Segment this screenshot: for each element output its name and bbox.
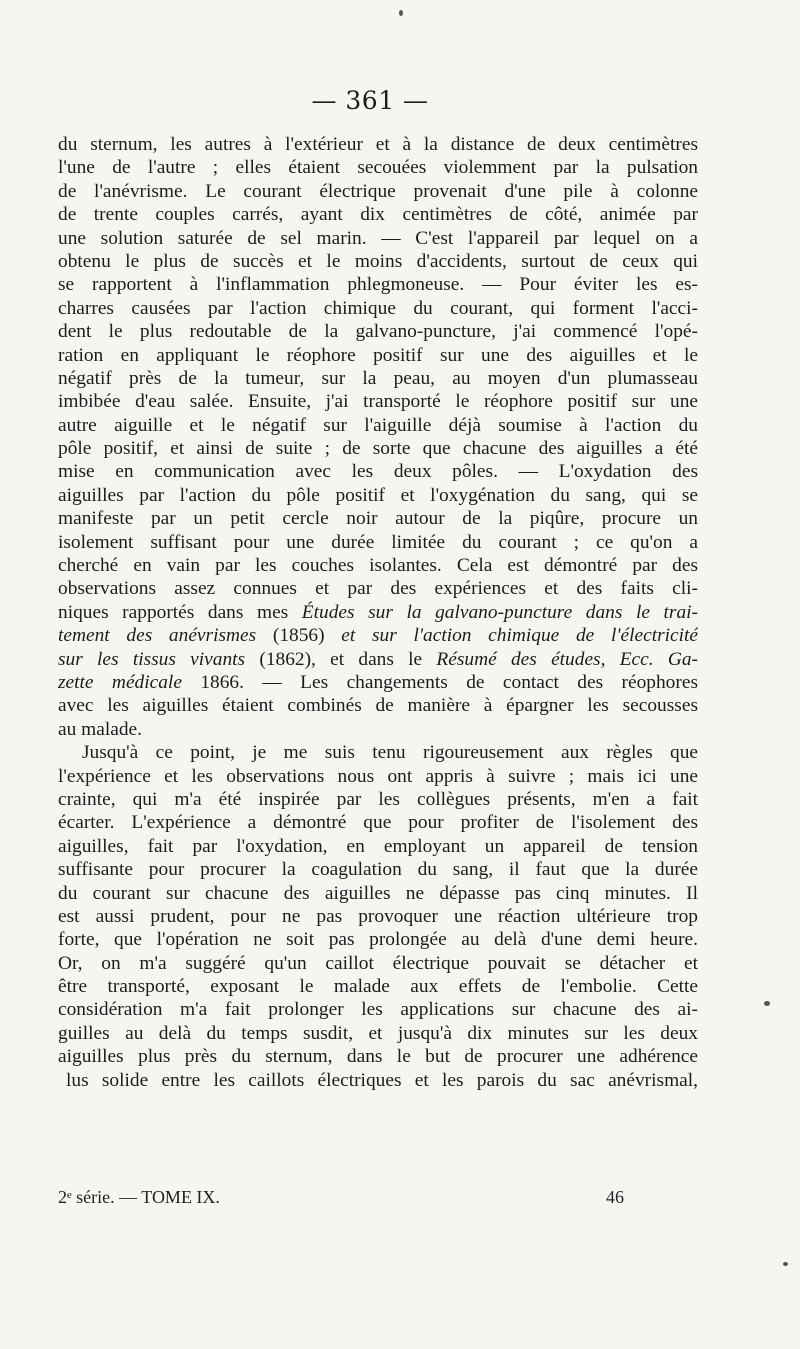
text-run: niques rapportés dans mes	[58, 601, 302, 623]
text-line: crainte, qui m'a été inspirée par les collègues présents, m'en a fait	[58, 788, 698, 810]
italic-title: tement des anévrismes	[58, 625, 257, 647]
text-line: avec les aiguilles étaient combinés de manière à épargner les secousses	[58, 695, 698, 717]
ink-speck	[764, 1001, 770, 1006]
text-line: de l'anévrisme. Le courant électrique provenait d'une pile à colonne	[58, 180, 698, 202]
text-line: aiguilles plus près du sternum, dans le but de procurer une adhérence	[58, 1046, 698, 1068]
text-line: aiguilles par l'action du pôle positif et l'oxygénation du sang, qui se	[58, 484, 698, 506]
text-line: obtenu le plus de succès et le moins d'accidents, surtout de ceux qui	[58, 250, 698, 272]
text-line: au malade.	[58, 718, 142, 740]
italic-title: zette médicale	[58, 671, 182, 693]
text-line: dent le plus redoutable de la galvano-puncture, j'ai commencé l'opé-	[58, 321, 698, 343]
text-line: manifeste par un petit cercle noir autour de la piqûre, procure un	[58, 508, 698, 530]
italic-title: Études sur la galvano-puncture dans le trai-	[301, 601, 698, 623]
text-line: cherché en vain par les couches isolantes. Cela est démontré par des	[58, 555, 698, 577]
text-line: charres causées par l'action chimique du courant, qui forment l'acci-	[58, 297, 698, 319]
text-line: pôle positif, et ainsi de suite ; de sorte que chacune des aiguilles a été	[58, 438, 698, 460]
text-line: aiguilles, fait par l'oxydation, en employant un appareil de tension	[58, 835, 698, 857]
text-line: ration en appliquant le réophore positif sur une des aiguilles et le	[58, 344, 698, 366]
text-line: une solution saturée de sel marin. — C'est l'appareil par lequel on a	[58, 227, 698, 249]
text-line: guilles au delà du temps susdit, et jusqu'à dix minutes sur les deux	[58, 1022, 698, 1044]
text-line: Or, on m'a suggéré qu'un caillot électrique pouvait se détacher et	[58, 952, 698, 974]
page-number: — 361 —	[311, 86, 429, 115]
text-line: du courant sur chacune des aiguilles ne dépasse pas cinq minutes. Il	[58, 882, 698, 904]
footer-series-label: 2ᵉ série. — TOME IX.	[58, 1187, 220, 1207]
text-line: forte, que l'opération ne soit pas prolongée au delà d'une demi heure.	[58, 929, 698, 951]
text-line: Jusqu'à ce point, je me suis tenu rigoureusement aux règles que	[82, 742, 698, 764]
italic-title: et sur l'action chimique de l'électricité	[341, 625, 698, 647]
text-line: l'expérience et les observations nous ont appris à suivre ; mais ici une	[58, 765, 698, 787]
text-line: observations assez connues et par des expériences et des faits cli-	[58, 578, 698, 600]
text-line: mise en communication avec les deux pôles. — L'oxydation des	[58, 461, 698, 483]
text-run: (1862), et dans le	[245, 648, 437, 670]
text-line: isolement suffisant pour une durée limitée du courant ; ce qu'on a	[58, 531, 698, 553]
text-line: autre aiguille et le négatif sur l'aiguille déjà soumise à l'action du	[58, 414, 698, 436]
text-line: être transporté, exposant le malade aux effets de l'embolie. Cette	[58, 976, 698, 998]
text-line	[58, 601, 698, 624]
text-line: négatif près de la tumeur, sur la peau, au moyen d'un plumasseau	[58, 367, 698, 389]
body-text	[58, 133, 698, 1092]
text-line: se rapportent à l'inflammation phlegmoneuse. — Pour éviter les es-	[58, 274, 698, 296]
text-run: (1856)	[256, 625, 342, 647]
text-line: est aussi prudent, pour ne pas provoquer une réaction ultérieure trop	[58, 905, 698, 927]
text-line: l'une de l'autre ; elles étaient secouées violemment par la pulsation	[58, 157, 698, 179]
ink-speck	[399, 10, 403, 16]
italic-title: sur les tissus vivants	[58, 648, 246, 670]
page-footer	[58, 1187, 698, 1211]
text-line: considération m'a fait prolonger les applications sur chacune des ai-	[58, 999, 698, 1021]
text-line: de trente couples carrés, ayant dix centimètres de côté, animée par	[58, 204, 698, 226]
italic-title: Résumé des études, Ecc. Ga-	[436, 648, 698, 670]
text-line: imbibée d'eau salée. Ensuite, j'ai transporté le réophore positif sur une	[58, 391, 698, 413]
text-line	[58, 671, 698, 694]
text-line: écarter. L'expérience a démontré que pour profiter de l'isolement des	[58, 812, 698, 834]
text-line: du sternum, les autres à l'extérieur et à la distance de deux centimètres	[58, 134, 698, 155]
text-line: lus solide entre les caillots électriques et les parois du sac anévrismal,	[66, 1069, 698, 1091]
text-run: 1866. — Les changements de contact des réophores	[181, 671, 698, 693]
footer-signature-number: 46	[606, 1187, 624, 1207]
text-line	[58, 624, 698, 647]
ink-speck	[783, 1262, 788, 1266]
text-line: suffisante pour procurer la coagulation du sang, il faut que la durée	[58, 859, 698, 881]
text-line	[58, 648, 698, 671]
